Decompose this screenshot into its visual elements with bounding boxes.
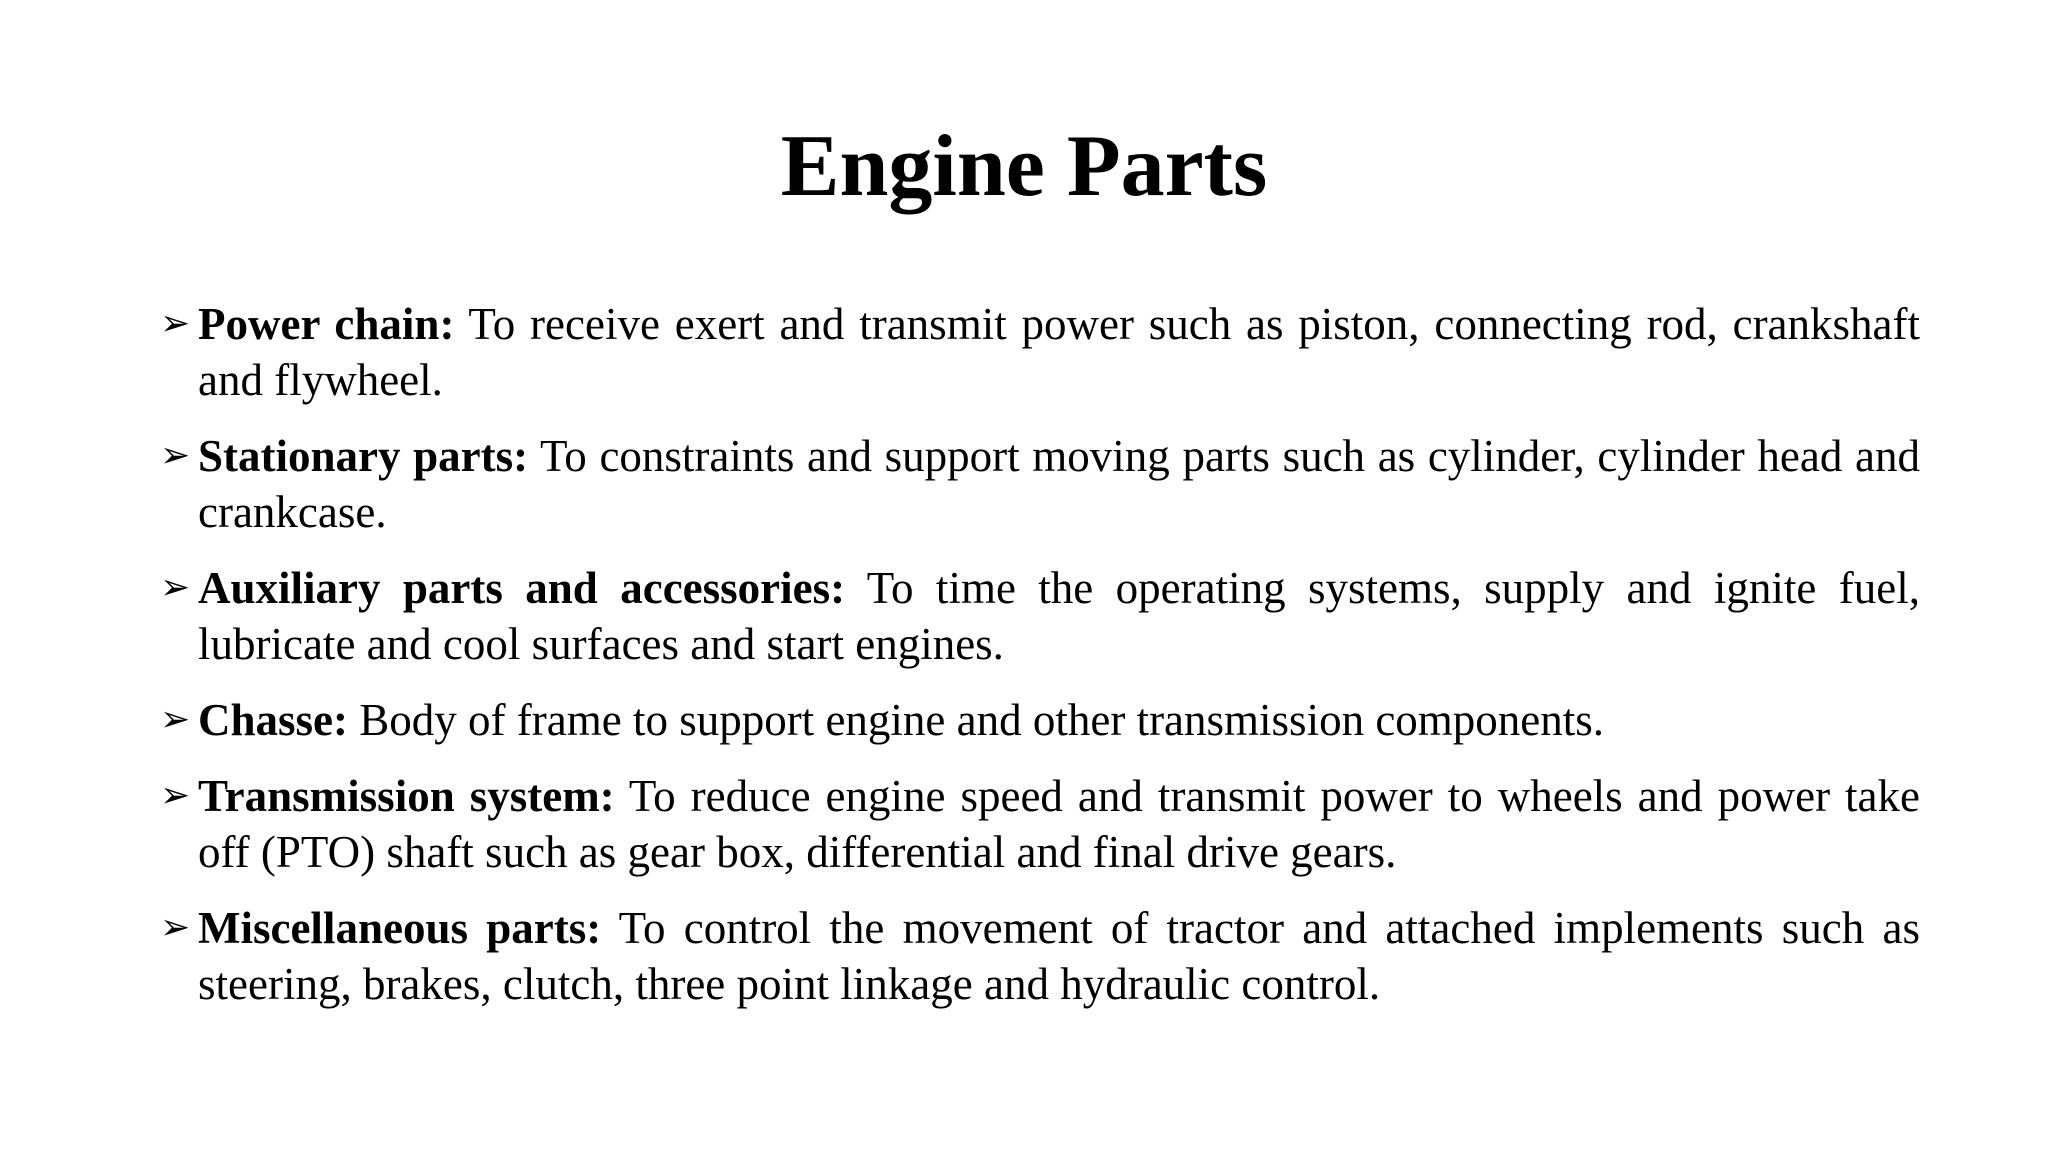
bullet-term: Stationary parts: [198, 431, 529, 481]
bullet-text: Body of frame to support engine and other transmission components. [348, 695, 1605, 745]
bullet-item-miscellaneous-parts [160, 900, 1920, 1012]
arrowhead-bullet-icon: ➢ [160, 435, 191, 476]
bullet-item-transmission-system [160, 768, 1920, 880]
arrowhead-bullet-icon: ➢ [160, 303, 191, 344]
bullet-term: Miscellaneous parts: [198, 903, 602, 953]
arrowhead-bullet-icon: ➢ [160, 907, 191, 948]
arrowhead-bullet-icon: ➢ [160, 775, 191, 816]
bullet-text: To receive exert and transmit power such as piston, connecting rod, crankshaft and flywheel. [198, 299, 1921, 405]
bullet-text: To control the movement of tractor and attached implements such as steering, brakes, clutch, three point linkage and hydraulic control. [198, 903, 1920, 1009]
bullet-item-stationary-parts [160, 428, 1920, 540]
slide-title: Engine Parts [780, 118, 1268, 215]
arrowhead-bullet-icon: ➢ [160, 567, 191, 608]
bullet-item-chasse [160, 692, 1920, 748]
bullet-term: Chasse: [198, 695, 349, 745]
bullet-text: To time the operating systems, supply and ignite fuel, lubricate and cool surfaces and start engines. [198, 563, 1920, 669]
bullet-item-auxiliary-parts [160, 560, 1920, 672]
bullet-text: To reduce engine speed and transmit power to wheels and power take off (PTO) shaft such as gear box, differential and final drive gears. [198, 771, 1921, 877]
bullet-item-power-chain [160, 296, 1920, 408]
bullet-term: Auxiliary parts and accessories: [198, 563, 846, 613]
arrowhead-bullet-icon: ➢ [160, 699, 191, 740]
bullet-list [160, 296, 1920, 1032]
bullet-term: Power chain: [198, 299, 455, 349]
bullet-term: Transmission system: [198, 771, 615, 821]
bullet-text: To constraints and support moving parts such as cylinder, cylinder head and crankcase. [198, 431, 1920, 537]
